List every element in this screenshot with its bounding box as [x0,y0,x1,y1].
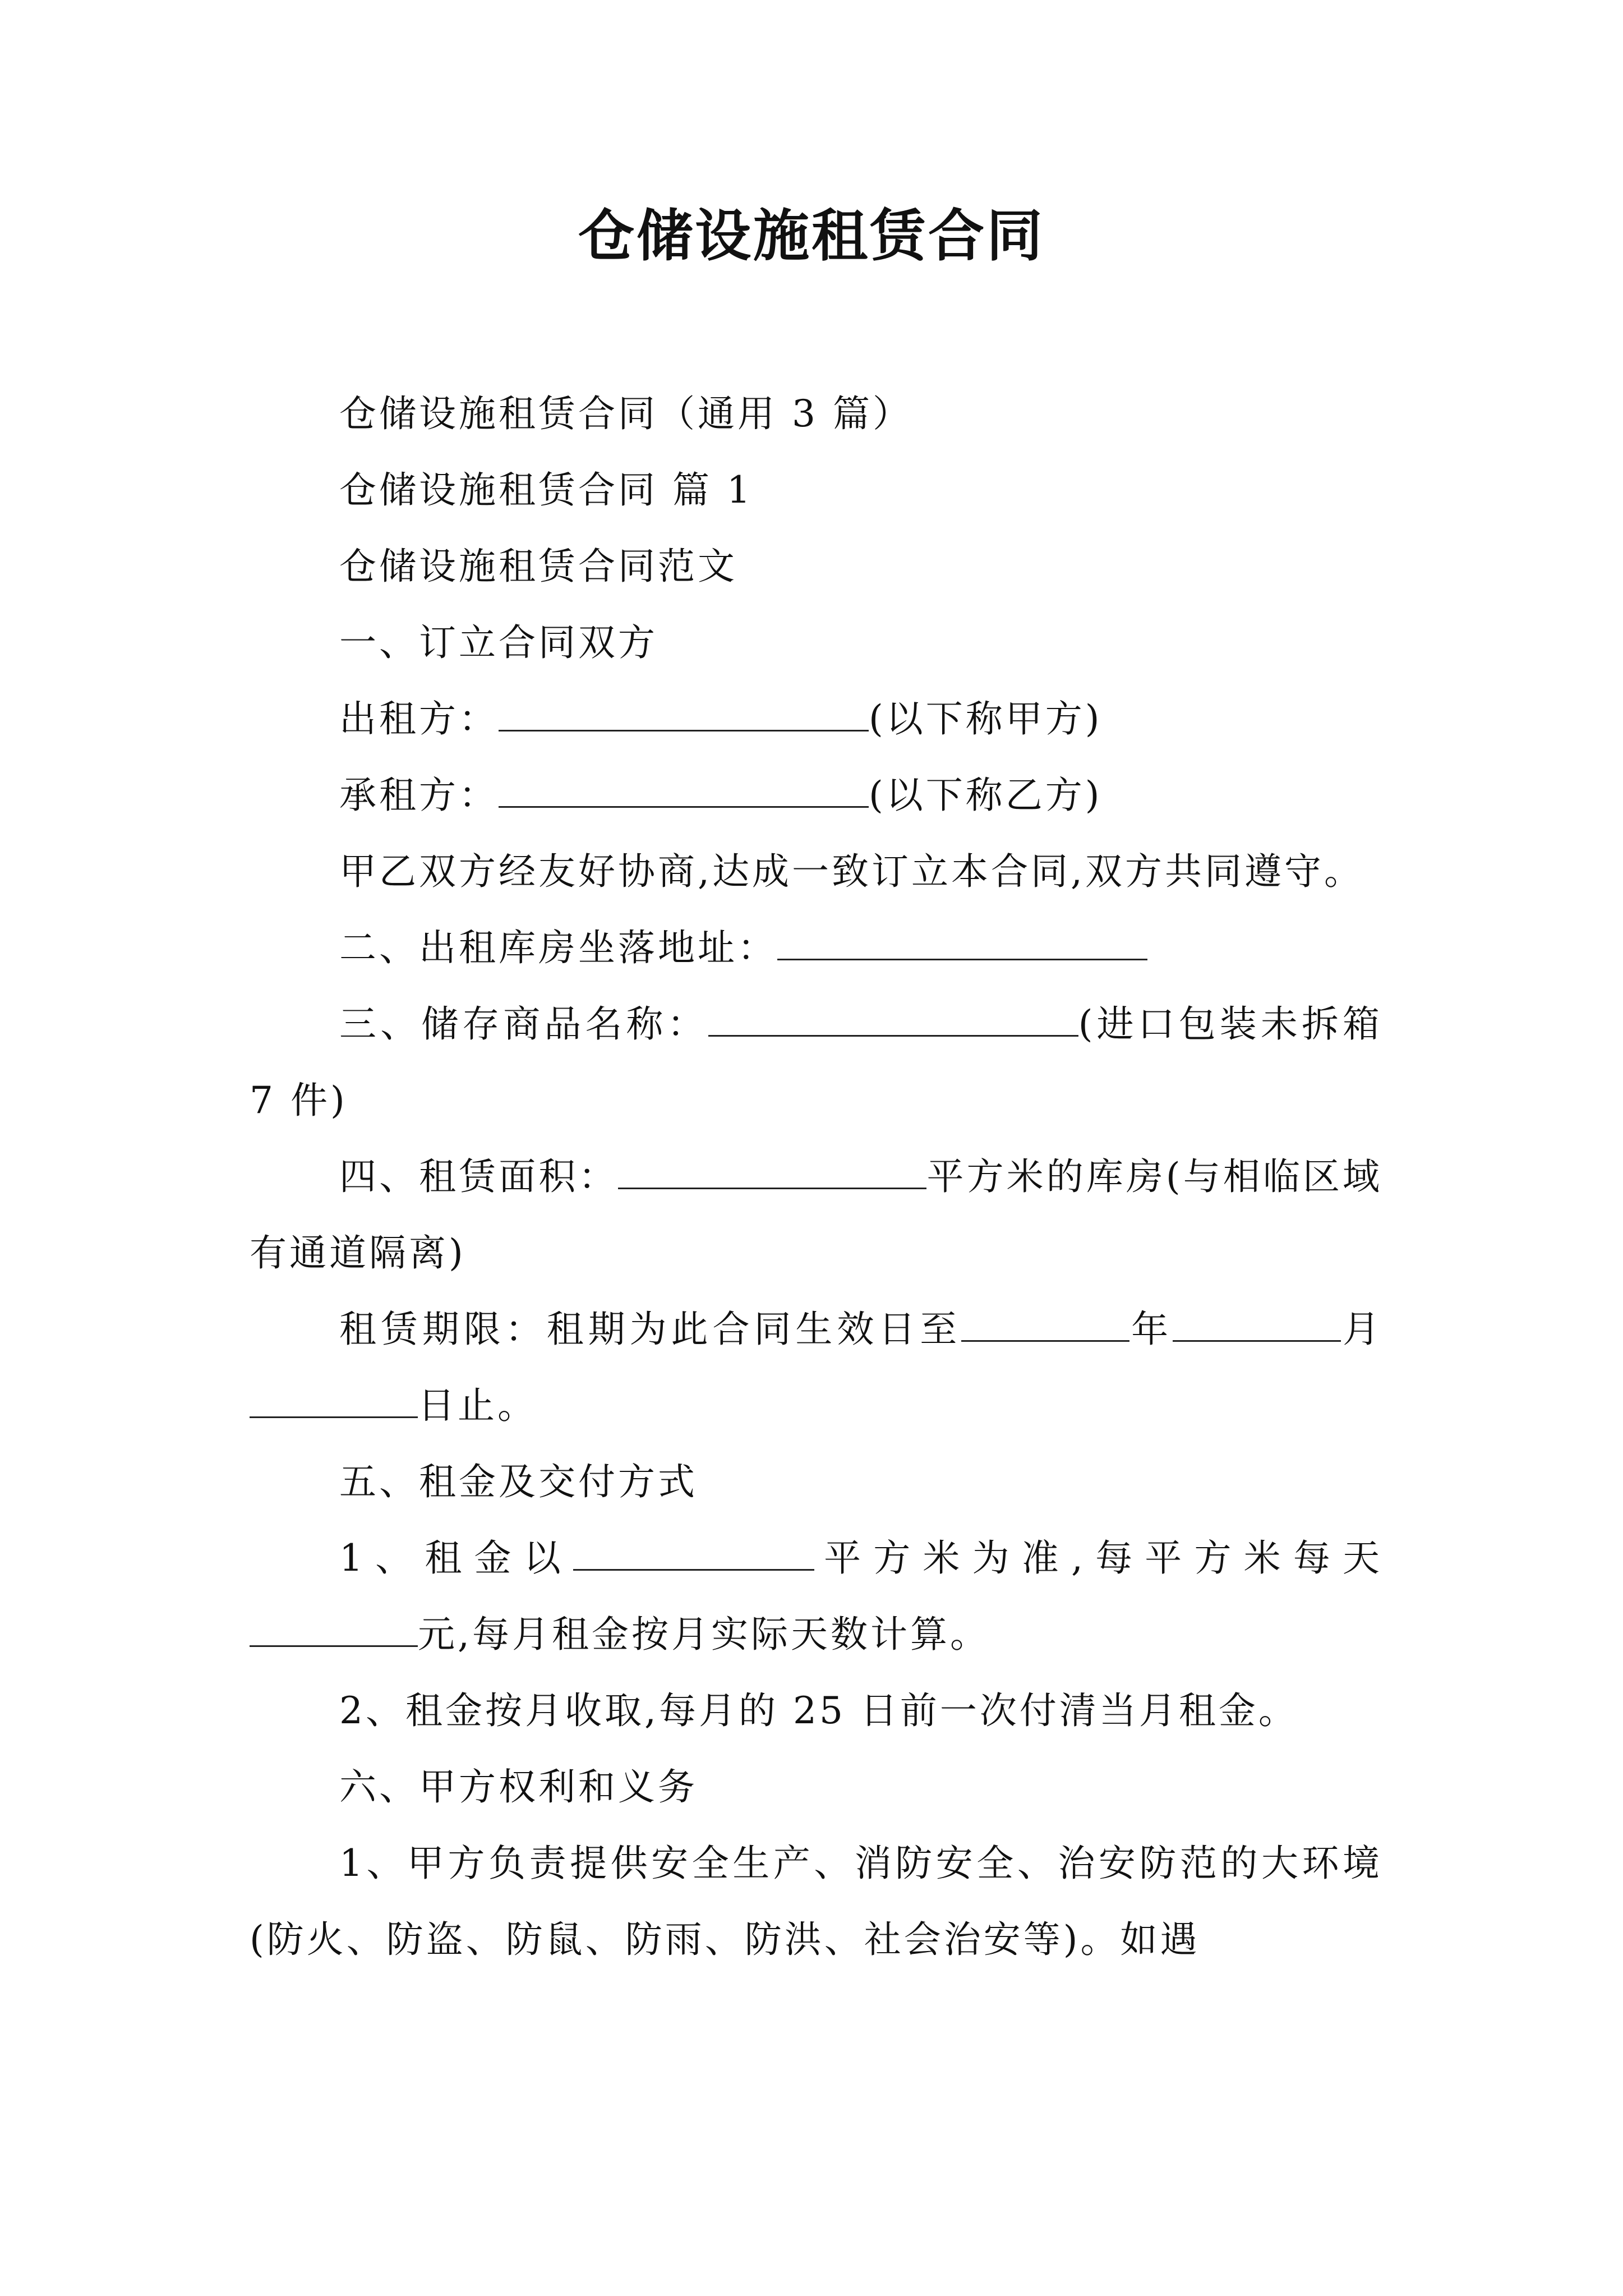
rent-1-mid: 平方米为准,每平方米每天 [814,1536,1382,1580]
document-body [250,376,1382,1978]
document-title: 仓储设施租赁合同 [578,203,1045,269]
area-note: 平方米的库房(与相临区域有通道隔离) [250,1155,1383,1274]
paragraph-sample-heading: 仓储设施租赁合同范文 [339,545,737,588]
term-day-blank [250,1385,418,1418]
paragraph-part-heading: 仓储设施租赁合同 篇 1 [339,468,753,512]
address-label: 二、出租库房坐落地址： [339,926,777,969]
rent-area-blank [573,1538,814,1571]
paragraph-address [250,910,1382,986]
paragraph-lessor-rights-1: 1、甲方负责提供安全生产、消防安全、治安防范的大环境(防火、防盗、防鼠、防雨、防洪、社会治安等)。如遇 [250,1842,1382,1961]
lessee-label: 承租方： [339,774,499,817]
lessor-blank [499,698,869,731]
term-month-blank [1173,1309,1341,1342]
area-label: 四、租赁面积： [339,1155,619,1198]
paragraph-agreement: 甲乙双方经友好协商,达成一致订立本合同,双方共同遵守。 [339,850,1364,893]
section-heading-lessor-rights: 六、甲方权利和义务 [339,1765,698,1809]
rent-1-label: 1、租金以 [339,1536,573,1580]
lessor-label: 出租方： [339,697,499,740]
term-label: 租赁期限：租期为此合同生效日至 [339,1308,962,1351]
goods-label: 三、储存商品名称： [339,1002,708,1046]
section-heading-parties: 一、订立合同双方 [339,621,658,664]
paragraph-rent-1 [250,1520,1382,1673]
term-year-label: 年 [1129,1308,1173,1351]
paragraph-lessor [250,681,1382,757]
goods-blank [708,1004,1078,1037]
term-year-blank [961,1309,1129,1342]
paragraph-rent-2: 2、租金按月收取,每月的 25 日前一次付清当月租金。 [339,1689,1298,1732]
lessor-note: (以下称甲方) [869,697,1103,740]
goods-note: (进口包装未拆箱 7 件) [250,1002,1382,1122]
paragraph-goods [250,986,1382,1139]
area-blank [618,1156,926,1189]
rent-1-end: 元,每月租金按月实际天数计算。 [418,1613,990,1656]
section-heading-rent: 五、租金及交付方式 [339,1460,698,1503]
lessee-blank [499,775,869,808]
rent-price-blank [250,1614,418,1647]
paragraph-term [250,1291,1382,1444]
address-blank [777,927,1147,960]
paragraph-subtitle: 仓储设施租赁合同（通用 3 篇） [339,392,912,435]
paragraph-area [250,1139,1382,1291]
term-month-label: 月 [1341,1308,1383,1351]
paragraph-lessee [250,757,1382,834]
term-day-label: 日止。 [418,1384,537,1427]
lessee-note: (以下称乙方) [869,774,1103,817]
